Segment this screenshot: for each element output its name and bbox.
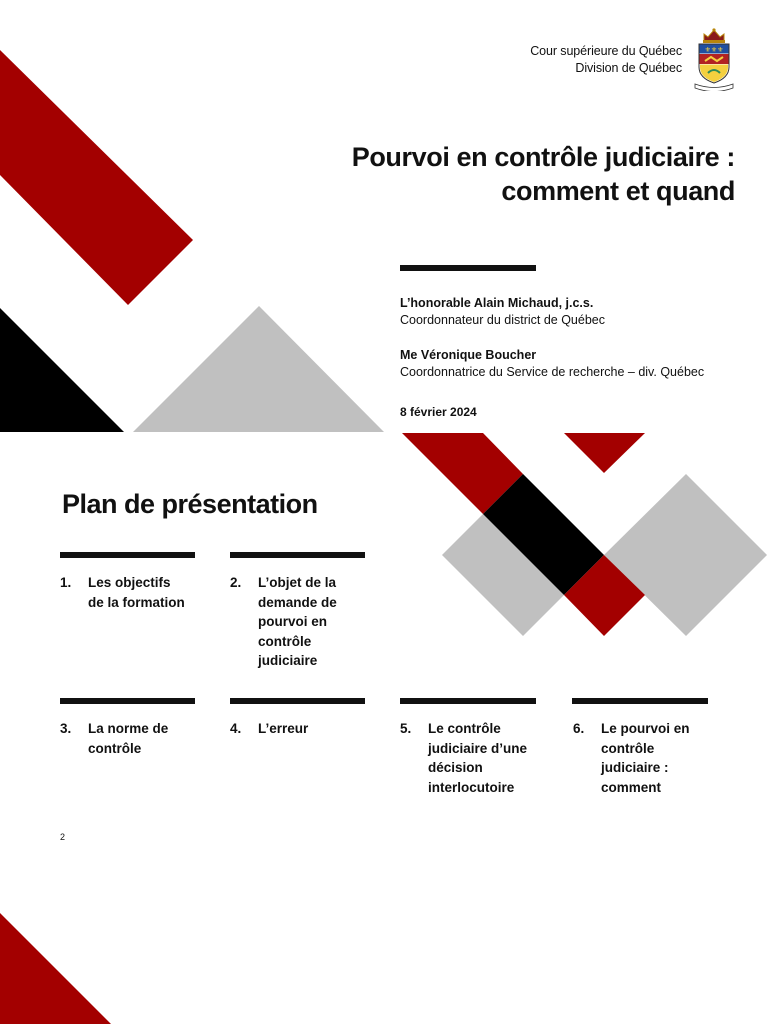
plan-item-text: L’erreur xyxy=(258,721,309,736)
presenter xyxy=(400,347,760,381)
plan-item-number: 1. xyxy=(60,575,72,590)
plan-item-text: Les objectifs de la formation xyxy=(88,575,185,610)
plan-item xyxy=(400,719,540,797)
presenter-role: Coordonnatrice du Service de recherche – div. Québec xyxy=(400,365,705,379)
court-header xyxy=(530,43,682,77)
plan-item-number: 5. xyxy=(400,721,412,736)
item-divider xyxy=(60,698,195,704)
plan-heading: Plan de présentation xyxy=(62,489,318,519)
title-line-1: Pourvoi en contrôle judiciaire : xyxy=(351,142,735,172)
plan-item xyxy=(60,719,200,758)
presenter-name: L’honorable Alain Michaud, j.c.s. xyxy=(400,296,594,310)
item-divider xyxy=(60,552,195,558)
item-divider xyxy=(230,698,365,704)
plan-item-number: 2. xyxy=(230,575,242,590)
presenter-role: Coordonnateur du district de Québec xyxy=(400,313,605,327)
presenters xyxy=(400,295,760,399)
plan-item xyxy=(230,573,370,671)
plan-item-text: Le contrôle judiciaire d’une décision interlocutoire xyxy=(428,721,528,795)
quebec-coat-of-arms-icon xyxy=(693,27,735,91)
black-triangle xyxy=(0,308,124,432)
item-divider xyxy=(400,698,536,704)
plan-item-number: 3. xyxy=(60,721,72,736)
presenter-name: Me Véronique Boucher xyxy=(400,348,537,362)
title-divider xyxy=(400,265,536,271)
plan-item-text: La norme de contrôle xyxy=(88,721,169,756)
plan-item xyxy=(573,719,713,797)
plan-item-number: 4. xyxy=(230,721,242,736)
plan-item xyxy=(60,573,200,612)
plan-item xyxy=(230,719,370,739)
item-divider xyxy=(230,552,365,558)
plan-item-text: L’objet de la demande de pourvoi en contrôle judiciaire xyxy=(258,575,337,668)
presenter xyxy=(400,295,760,329)
court-name: Cour supérieure du Québec xyxy=(530,44,682,58)
page-number: 2 xyxy=(60,832,66,842)
svg-text:⚜⚜⚜: ⚜⚜⚜ xyxy=(704,46,724,54)
plan-item-text: Le pourvoi en contrôle judiciaire : comment xyxy=(601,721,690,795)
red-diagonal-band xyxy=(0,50,193,305)
title-line-2: comment et quand xyxy=(501,176,735,206)
court-division: Division de Québec xyxy=(575,61,682,75)
presentation-date: 8 février 2024 xyxy=(400,405,477,419)
gray-triangle xyxy=(133,306,384,432)
presentation-title xyxy=(235,140,735,208)
item-divider xyxy=(572,698,708,704)
gray-diamond-right xyxy=(604,474,767,636)
plan-item-number: 6. xyxy=(573,721,585,736)
red-bottom-triangle xyxy=(0,913,111,1024)
red-small-triangle xyxy=(564,433,645,473)
